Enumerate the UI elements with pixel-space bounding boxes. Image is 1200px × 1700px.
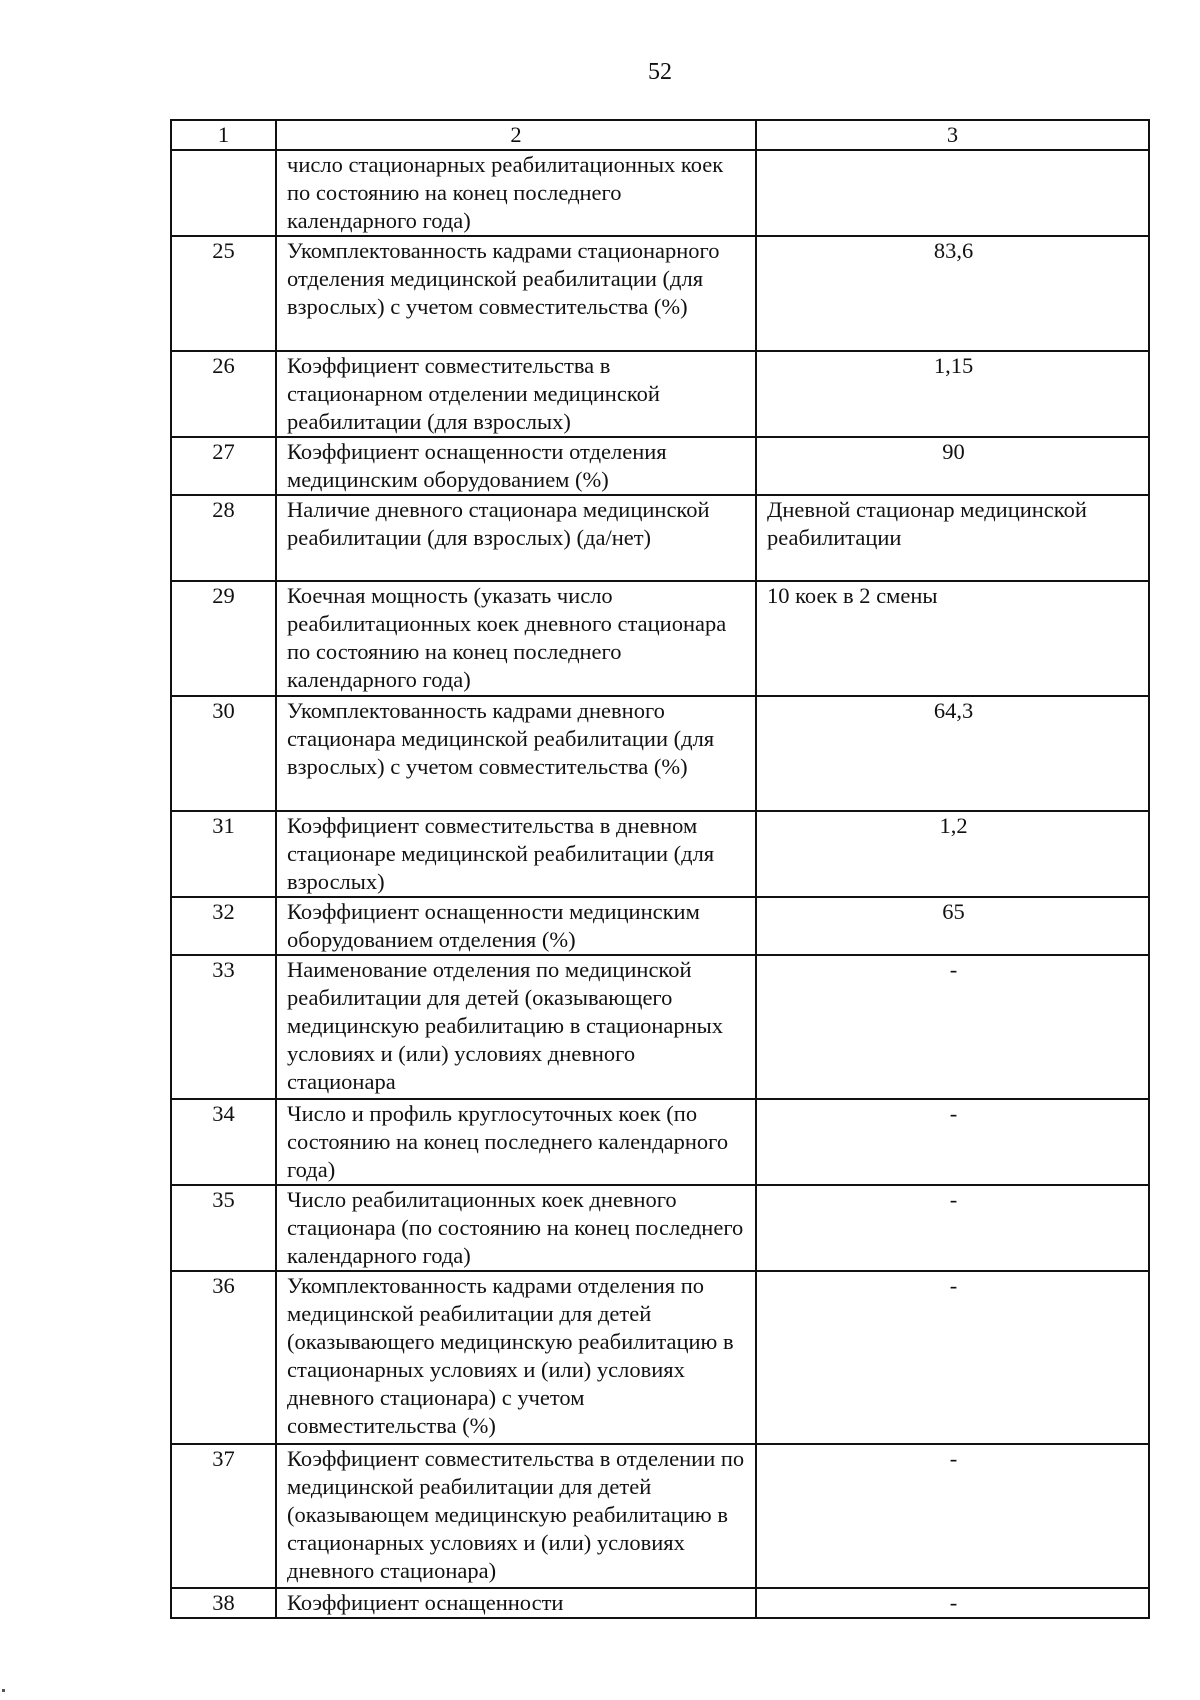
row-value: - <box>756 1588 1149 1618</box>
row-indicator: Число и профиль круглосуточных коек (по состоянию на конец последнего календарного года) <box>276 1099 756 1185</box>
header-cell-2: 2 <box>276 120 756 150</box>
header-cell-1: 1 <box>171 120 276 150</box>
row-value <box>756 150 1149 236</box>
page-number: 52 <box>648 59 672 85</box>
row-number: 34 <box>171 1099 276 1185</box>
row-indicator: Наименование отделения по медицинской реабилитации для детей (оказывающего медицинскую реабилитацию в стационарных условиях и (или) условиях дневного стационара <box>276 955 756 1099</box>
header-cell-3: 3 <box>756 120 1149 150</box>
data-table <box>170 119 1150 1619</box>
row-value: 64,3 <box>756 696 1149 811</box>
row-number: 35 <box>171 1185 276 1271</box>
row-value: 1,2 <box>756 811 1149 897</box>
table-row <box>171 581 1149 696</box>
table-row <box>171 1444 1149 1588</box>
table-row <box>171 1185 1149 1271</box>
row-indicator: число стационарных реабилитационных коек по состоянию на конец последнего календарного года) <box>276 150 756 236</box>
row-indicator: Укомплектованность кадрами стационарного отделения медицинской реабилитации (для взрослых) с учетом совместительства (%) <box>276 236 756 351</box>
row-indicator: Коэффициент совместительства в отделении по медицинской реабилитации для детей (оказывающем медицинскую реабилитацию в стационарных условиях и (или) условиях дневного стационара) <box>276 1444 756 1588</box>
table-header-row <box>171 120 1149 150</box>
table-row <box>171 955 1149 1099</box>
row-value: Дневной стационар медицинской реабилитации <box>756 495 1149 581</box>
table-row <box>171 351 1149 437</box>
row-indicator: Коэффициент совместительства в стационарном отделении медицинской реабилитации (для взрослых) <box>276 351 756 437</box>
row-indicator: Наличие дневного стационара медицинской реабилитации (для взрослых) (да/нет) <box>276 495 756 581</box>
row-indicator: Коэффициент оснащенности отделения медицинским оборудованием (%) <box>276 437 756 495</box>
row-indicator: Укомплектованность кадрами отделения по медицинской реабилитации для детей (оказывающего медицинскую реабилитацию в стационарных условиях и (или) условиях дневного стационара) с учетом совместительства (%) <box>276 1271 756 1444</box>
row-indicator: Коечная мощность (указать число реабилитационных коек дневного стационара по состоянию на конец последнего календарного года) <box>276 581 756 696</box>
table-row <box>171 811 1149 897</box>
row-number: 26 <box>171 351 276 437</box>
row-value: - <box>756 955 1149 1099</box>
row-value: - <box>756 1099 1149 1185</box>
row-indicator: Укомплектованность кадрами дневного стационара медицинской реабилитации (для взрослых) с учетом совместительства (%) <box>276 696 756 811</box>
table-row <box>171 150 1149 236</box>
row-indicator: Коэффициент совместительства в дневном стационаре медицинской реабилитации (для взрослых) <box>276 811 756 897</box>
row-number: 30 <box>171 696 276 811</box>
row-number: 37 <box>171 1444 276 1588</box>
table-row <box>171 437 1149 495</box>
row-number: 38 <box>171 1588 276 1618</box>
row-value: 90 <box>756 437 1149 495</box>
table-row <box>171 897 1149 955</box>
row-indicator: Коэффициент оснащенности <box>276 1588 756 1618</box>
row-indicator: Число реабилитационных коек дневного стационара (по состоянию на конец последнего календарного года) <box>276 1185 756 1271</box>
table-row <box>171 696 1149 811</box>
table-row <box>171 495 1149 581</box>
table-row <box>171 1271 1149 1444</box>
row-number: 36 <box>171 1271 276 1444</box>
row-number: 33 <box>171 955 276 1099</box>
table-row <box>171 1099 1149 1185</box>
row-number: 28 <box>171 495 276 581</box>
row-value: - <box>756 1444 1149 1588</box>
row-number: 31 <box>171 811 276 897</box>
row-number <box>171 150 276 236</box>
row-value: 10 коек в 2 смены <box>756 581 1149 696</box>
scan-speck <box>2 1689 5 1692</box>
row-value: - <box>756 1185 1149 1271</box>
table-row <box>171 236 1149 351</box>
row-indicator: Коэффициент оснащенности медицинским оборудованием отделения (%) <box>276 897 756 955</box>
row-value: 65 <box>756 897 1149 955</box>
row-number: 29 <box>171 581 276 696</box>
table-row <box>171 1588 1149 1618</box>
row-number: 27 <box>171 437 276 495</box>
row-number: 25 <box>171 236 276 351</box>
row-number: 32 <box>171 897 276 955</box>
row-value: 1,15 <box>756 351 1149 437</box>
row-value: 83,6 <box>756 236 1149 351</box>
row-value: - <box>756 1271 1149 1444</box>
